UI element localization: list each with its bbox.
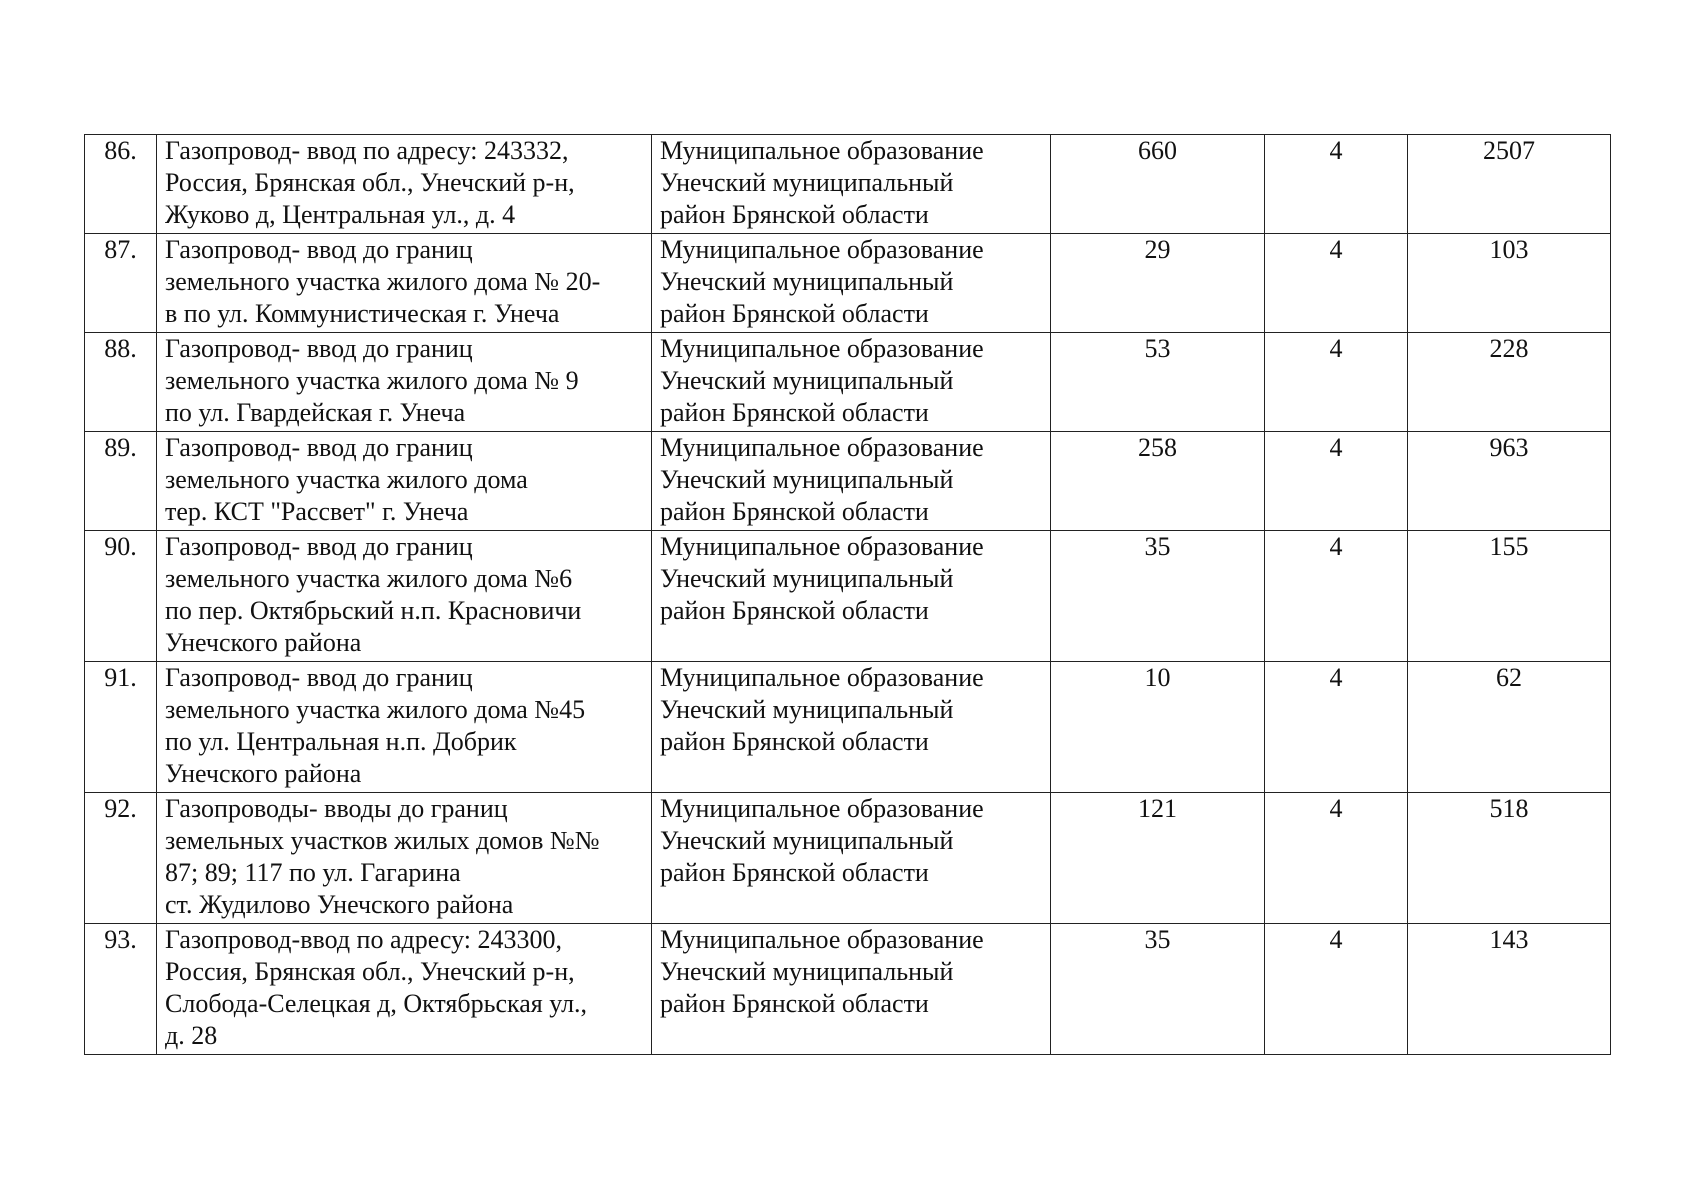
length-value: 53	[1051, 333, 1265, 432]
row-number: 90.	[85, 531, 157, 662]
object-name: Газопровод-ввод по адресу: 243300, Россия, Брянская обл., Унечский р-н, Слобода-Селецкая д, Октябрьская ул., д. 28	[157, 924, 652, 1055]
object-name: Газопроводы- вводы до границ земельных участков жилых домов №№ 87; 89; 117 по ул. Гагарина ст. Жудилово Унечского района	[157, 793, 652, 924]
owner: Муниципальное образование Унечский муниципальный район Брянской области	[652, 333, 1051, 432]
table-row	[85, 135, 1611, 234]
length-value: 29	[1051, 234, 1265, 333]
table-row	[85, 531, 1611, 662]
amount-value: 963	[1408, 432, 1611, 531]
length-value: 35	[1051, 531, 1265, 662]
amount-value: 62	[1408, 662, 1611, 793]
amount-value: 143	[1408, 924, 1611, 1055]
row-number: 87.	[85, 234, 157, 333]
object-name: Газопровод- ввод по адресу: 243332, Россия, Брянская обл., Унечский р-н, Жуково д, Центральная ул., д. 4	[157, 135, 652, 234]
length-value: 10	[1051, 662, 1265, 793]
amount-value: 228	[1408, 333, 1611, 432]
row-number: 91.	[85, 662, 157, 793]
row-number: 89.	[85, 432, 157, 531]
table-row	[85, 333, 1611, 432]
gas-pipeline-registry-table	[84, 134, 1611, 1055]
category-value: 4	[1265, 793, 1408, 924]
owner: Муниципальное образование Унечский муниципальный район Брянской области	[652, 662, 1051, 793]
row-number: 86.	[85, 135, 157, 234]
owner: Муниципальное образование Унечский муниципальный район Брянской области	[652, 793, 1051, 924]
object-name: Газопровод- ввод до границ земельного участка жилого дома тер. КСТ "Рассвет" г. Унеча	[157, 432, 652, 531]
category-value: 4	[1265, 531, 1408, 662]
object-name: Газопровод- ввод до границ земельного участка жилого дома № 9 по ул. Гвардейская г. Унеча	[157, 333, 652, 432]
object-name: Газопровод- ввод до границ земельного участка жилого дома №6 по пер. Октябрьский н.п. Красновичи Унечского района	[157, 531, 652, 662]
length-value: 121	[1051, 793, 1265, 924]
length-value: 35	[1051, 924, 1265, 1055]
owner: Муниципальное образование Унечский муниципальный район Брянской области	[652, 924, 1051, 1055]
owner: Муниципальное образование Унечский муниципальный район Брянской области	[652, 531, 1051, 662]
table-row	[85, 662, 1611, 793]
owner: Муниципальное образование Унечский муниципальный район Брянской области	[652, 135, 1051, 234]
category-value: 4	[1265, 234, 1408, 333]
table-row	[85, 924, 1611, 1055]
table-row	[85, 234, 1611, 333]
amount-value: 518	[1408, 793, 1611, 924]
object-name: Газопровод- ввод до границ земельного участка жилого дома № 20- в по ул. Коммунистическая г. Унеча	[157, 234, 652, 333]
row-number: 92.	[85, 793, 157, 924]
table-row	[85, 432, 1611, 531]
amount-value: 155	[1408, 531, 1611, 662]
category-value: 4	[1265, 333, 1408, 432]
object-name: Газопровод- ввод до границ земельного участка жилого дома №45 по ул. Центральная н.п. Добрик Унечского района	[157, 662, 652, 793]
category-value: 4	[1265, 432, 1408, 531]
row-number: 93.	[85, 924, 157, 1055]
category-value: 4	[1265, 135, 1408, 234]
category-value: 4	[1265, 924, 1408, 1055]
row-number: 88.	[85, 333, 157, 432]
length-value: 660	[1051, 135, 1265, 234]
category-value: 4	[1265, 662, 1408, 793]
table-row	[85, 793, 1611, 924]
owner: Муниципальное образование Унечский муниципальный район Брянской области	[652, 234, 1051, 333]
owner: Муниципальное образование Унечский муниципальный район Брянской области	[652, 432, 1051, 531]
amount-value: 103	[1408, 234, 1611, 333]
length-value: 258	[1051, 432, 1265, 531]
amount-value: 2507	[1408, 135, 1611, 234]
